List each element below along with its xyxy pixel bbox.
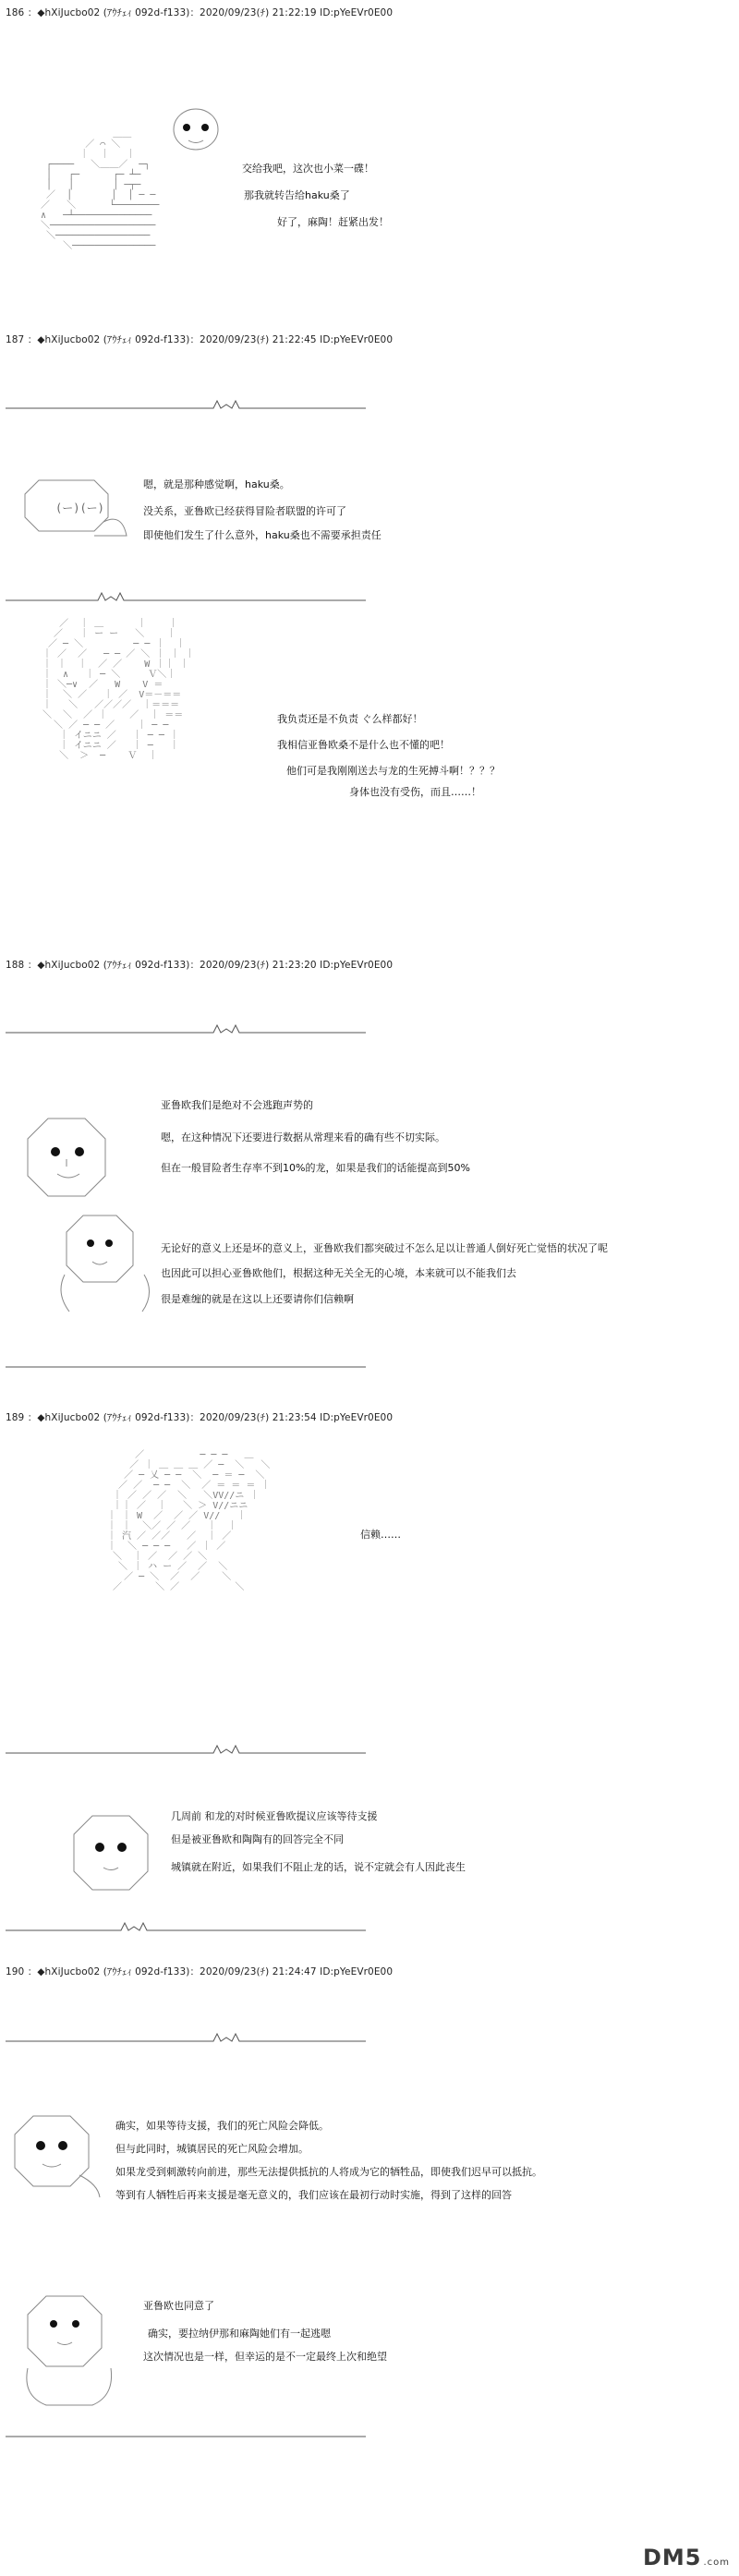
dialogue-line: 城镇就在附近，如果我们不阻止龙的话，说不定就会有人因此丧生 [171, 1861, 466, 1873]
dialogue-line: 这次情况也是一样，但幸运的是不一定最终上次和绝望 [143, 2351, 387, 2363]
dialogue-line: 但是被亚鲁欧和陶陶有的回答完全不同 [171, 1833, 344, 1845]
dialogue-line: 好了，麻陶！赶紧出发！ [277, 216, 389, 228]
dialogue-line: 也因此可以担心亚鲁欧他们，根据这种无关全无的心境，本来就可以不能我们去 [161, 1267, 516, 1279]
dialogue-line: 没关系，亚鲁欧已经获得冒险者联盟的许可了 [143, 505, 346, 517]
dialogue-line: 无论好的意义上还是坏的意义上，亚鲁欧我们都突破过不怎么足以让普通人倒好死亡觉悟的状况了呢 [161, 1242, 608, 1254]
ascii-art-character: ／ ｜ ＿ ｜ ｜ ／ ｜ ー ー ＼ ｜ ／ ─ ＼ ─ ─ ｜ ｜ ｜ ／ ／ ─ ─ ／ ＼ ｜ ｜ ｜ ｜ ｜ ｜ ／ ／ W ｜｜ ｜ ｜ ∧ ｜ ─ ＼ Ｖ＼｜ ｜ ＼─∨ ／ W V ＝ ｜ ＼ ／ ｜ ／ V＝－＝＝ ｜ ＼ ／／／／ ｜＝＝＝ ＼ ＼ ／ ｜ ／ ｜ ＝＝ ＼ ／ ─ ─ ／ ｜ ─ ─ ｜ イニニ ／ ｜ ─ ─ ｜ ｜ イニニ ／ ｜ ─ ｜ ＼ ＞ ─ Ｖ ｜ [42, 619, 195, 761]
separator-line [6, 1921, 366, 1934]
character-face-icon [18, 2291, 129, 2411]
character-face-icon [65, 1810, 157, 1903]
character-face-icon [20, 471, 131, 545]
character-face-icon [6, 2110, 107, 2203]
separator-line [6, 399, 366, 412]
dialogue-line: 亚鲁欧也同意了 [143, 2300, 214, 2312]
site-watermark-logo: DM5 .com [642, 2545, 730, 2570]
dialogue-line: 我相信亚鲁欧桑不是什么也不懂的吧！ [277, 739, 450, 751]
post-header: 189 ：◆hXiJucbo02 (ｱｳﾁｪｨ 092d-f133)：2020/09/23(ﾁ) 21:23:54 ID:pYeEVr0E00 [6, 1412, 394, 1423]
svg-text:(ー)(ー): (ー)(ー) [55, 502, 104, 514]
character-face-icon [20, 1113, 113, 1205]
post-header: 186 ：◆hXiJucbo02 (ｱｳﾁｪｨ 092d-f133)：2020/09/23(ﾁ) 21:22:19 ID:pYeEVr0E00 [6, 7, 394, 18]
dialogue-line: 亚鲁欧我们是绝对不会逃跑声势的 [161, 1099, 313, 1111]
dialogue-line: 交给我吧，这次也小菜一碟！ [242, 163, 374, 175]
post-header: 187 ：◆hXiJucbo02 (ｱｳﾁｪｨ 092d-f133)：2020/09/23(ﾁ) 21:22:45 ID:pYeEVr0E00 [6, 334, 394, 345]
separator-line [6, 2427, 366, 2440]
dialogue-line: 那我就转告给haku桑了 [244, 189, 350, 201]
dialogue-line: 但在一般冒险者生存率不到10%的龙，如果是我们的话能提高到50% [161, 1162, 470, 1174]
post-header: 190 ：◆hXiJucbo02 (ｱｳﾁｪｨ 092d-f133)：2020/09/23(ﾁ) 21:24:47 ID:pYeEVr0E00 [6, 1966, 394, 1977]
dialogue-line: 信赖…… [360, 1529, 401, 1541]
dialogue-line: 几周前 和龙的对时候亚鲁欧提议应该等待支援 [171, 1810, 378, 1822]
separator-line [6, 1023, 366, 1036]
separator-line [6, 1358, 366, 1371]
dialogue-line: 嗯，就是那种感觉啊，haku桑。 [143, 478, 290, 490]
separator-line [6, 2032, 366, 2045]
dialogue-line: 我负责还是不负责 ぐ么样都好！ [277, 713, 423, 725]
character-face-icon [55, 1210, 157, 1321]
dialogue-line: 等到有人牺牲后再来支援是毫无意义的，我们应该在最初行动时实施，得到了这样的回答 [115, 2189, 512, 2201]
separator-line [6, 1744, 366, 1757]
dialogue-line: 他们可是我刚刚送去与龙的生死搏斗啊！？？？ [286, 765, 500, 777]
ascii-art-character: ／ ─ ─ ─ ＿ ／ ｜ ＿ ＿ ＿ ／ ─ ＼ ＼ ／ ─ 乂 ─ ─ ＼ ─ ＝ ─ ＼ ／ ／ ─ ─ ＼ ／ ＝ ＝ ＝ ｜ ｜ ／ ／ ／ ＼ ＼VV//ニ ｜ ｜｜ ／ ｜ ＼ ＞ V//ニニ ｜ ｜ W ／ ／ ／ V// ｜ ｜ ｜ ＼／ ／ ／ ｜ ｜ ｜ 汽 ／ ／／ ／ ｜ ／ ｜ ＼ ─ ─ ─ ／ ｜ ／ ＼ ｜ ／ ／ ／ ＼ ＼ ｜ ハ ー ／ ／ ＼ ／ ─ ＼ ／ ／ ＼ ／ ＼ ／ ＼ [107, 1450, 271, 1592]
dialogue-line: 嗯，在这种情况下还要进行数据从常理来看的确有些不切实际。 [161, 1131, 445, 1143]
ascii-art-character: ＿＿ ／ ⌒ ＼ ｜ ｜ ｜ ┌──── ＼＿＿／ ─┐ │ ┌─ ┌─ ┴─ │ │ │ ─┬─ ／ │ │ │ ─ ─ ／ ＼ └──────── ∧ ─┴────────────── ＼─────────────────── ＼───────────────── ＼─────────────── [41, 129, 160, 251]
dialogue-line: 如果龙受到刺激转向前进，那些无法提供抵抗的人将成为它的牺牲品，即使我们迟早可以抵抗。 [115, 2166, 542, 2178]
dialogue-line: 即使他们发生了什么意外，haku桑也不需要承担责任 [143, 529, 382, 541]
separator-line [6, 591, 366, 604]
character-face-icon [168, 100, 224, 155]
dialogue-line: 确实，如果等待支援，我们的死亡风险会降低。 [115, 2120, 329, 2132]
dialogue-line: 很是难缠的就是在这以上还要请你们信赖啊 [161, 1293, 354, 1305]
dialogue-line: 身体也没有受伤，而且……！ [349, 786, 481, 798]
dialogue-line: 确实，要拉纳伊那和麻陶她们有一起逃嗯 [148, 2328, 331, 2340]
dialogue-line: 但与此同时，城镇居民的死亡风险会增加。 [115, 2143, 309, 2155]
post-header: 188 ：◆hXiJucbo02 (ｱｳﾁｪｨ 092d-f133)：2020/09/23(ﾁ) 21:23:20 ID:pYeEVr0E00 [6, 960, 394, 971]
